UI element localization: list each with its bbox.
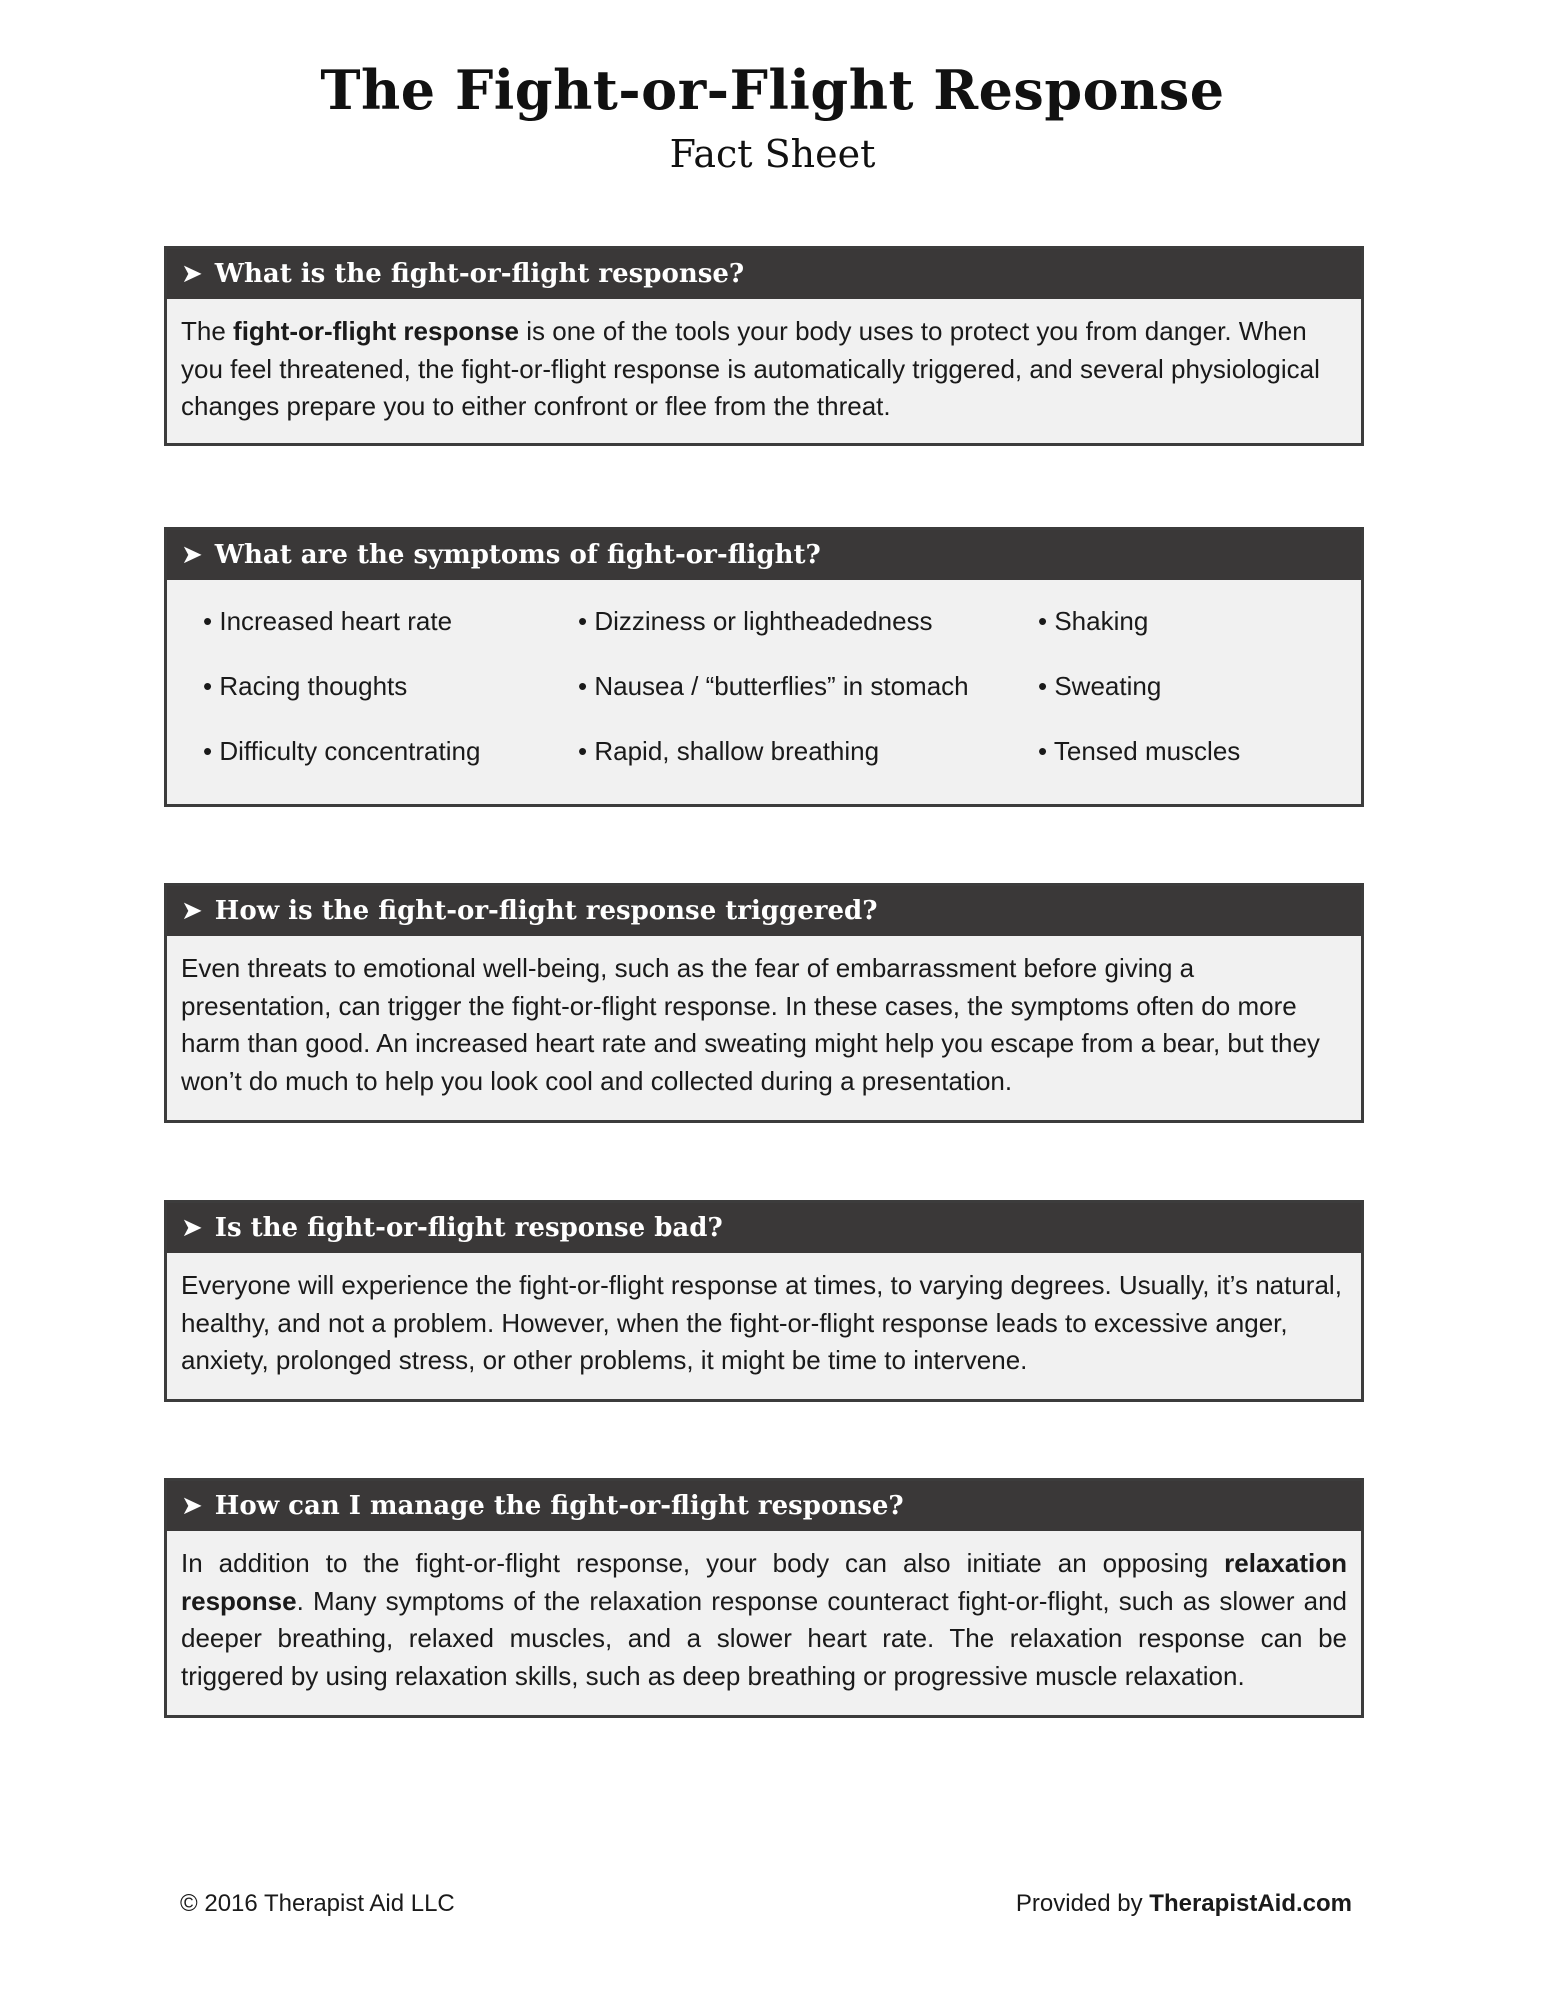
arrow-icon: ➤ [181,1491,203,1521]
list-item: • Sweating [1038,671,1162,701]
copyright-notice: © 2016 Therapist Aid LLC [180,1890,455,1917]
section-body [167,1531,1361,1711]
section-header [167,249,1361,299]
list-item: • Difficulty concentrating [203,736,481,766]
list-item: • Shaking [1038,606,1149,636]
list-item: • Rapid, shallow breathing [578,736,880,766]
section-body: Everyone will experience the fight-or-flight response at times, to varying degrees. Usually, it’s natural, healthy, and not a problem. However, when the fight-or-flight response leads to excessive anger, anxiety, prolonged stress, or other problems, it might be time to intervene. [181,1270,1342,1375]
section-manage [164,1478,1364,1718]
section-heading: How can I manage the fight-or-flight response? [214,1491,904,1521]
section-heading: Is the fight-or-flight response bad? [214,1213,723,1243]
section-triggered [164,883,1364,1123]
page-title: The Fight-or-Flight Response [320,58,1225,122]
provided-by: Provided by TherapistAid.com [1015,1890,1352,1917]
list-item: • Racing thoughts [203,671,408,701]
body-bold-term: fight-or-flight response [233,316,520,346]
section-heading: How is the fight-or-flight response triggered? [214,896,878,926]
page-subtitle: Fact Sheet [669,132,876,176]
list-item: • Increased heart rate [203,606,453,636]
arrow-icon: ➤ [181,540,203,570]
list-item: • Nausea / “butterflies” in stomach [578,671,969,701]
arrow-icon: ➤ [181,259,203,289]
list-item: • Dizziness or lightheadedness [578,606,933,636]
body-text: In addition to the fight-or-flight response, your body can also initiate an opposing [181,1548,1225,1578]
section-heading: What are the symptoms of fight-or-flight? [214,540,821,570]
list-item: • Tensed muscles [1038,736,1241,766]
body-text: The [181,316,234,346]
body-text: . Many symptoms of the relaxation response counteract fight-or-flight, such as slower and deeper breathing, relaxed muscles, and a slower heart rate. The relaxation response can be triggered by using relaxation skills, such as deep breathing or progressive muscle relaxation. [181,1585,1347,1691]
section-header [167,886,1361,936]
section-what-is [164,246,1364,446]
arrow-icon: ➤ [181,896,203,926]
section-header [167,530,1361,580]
section-heading: What is the fight-or-flight response? [214,259,745,289]
body-text: is one of the tools your body uses to protect you from danger. When you feel threatened, the fight-or-flight response is automatically triggered, and several physiological changes prepare you to either confront or flee from the threat. [181,316,1320,421]
section-symptoms [164,527,1364,807]
section-header [167,1481,1361,1531]
section-body: Even threats to emotional well-being, such as the fear of embarrassment before giving a presentation, can trigger the fight-or-flight response. In these cases, the symptoms often do more harm than good. An increased heart rate and sweating might help you escape from a bear, but they won’t do much to help you look cool and collected during a presentation. [181,953,1320,1096]
body-bold-term: relaxation response [181,1548,1347,1616]
section-is-bad [164,1200,1364,1402]
section-body [167,299,1361,442]
symptom-list [167,580,1361,792]
section-header [167,1203,1361,1253]
site-link[interactable]: TherapistAid.com [1149,1890,1352,1917]
arrow-icon: ➤ [181,1213,203,1243]
